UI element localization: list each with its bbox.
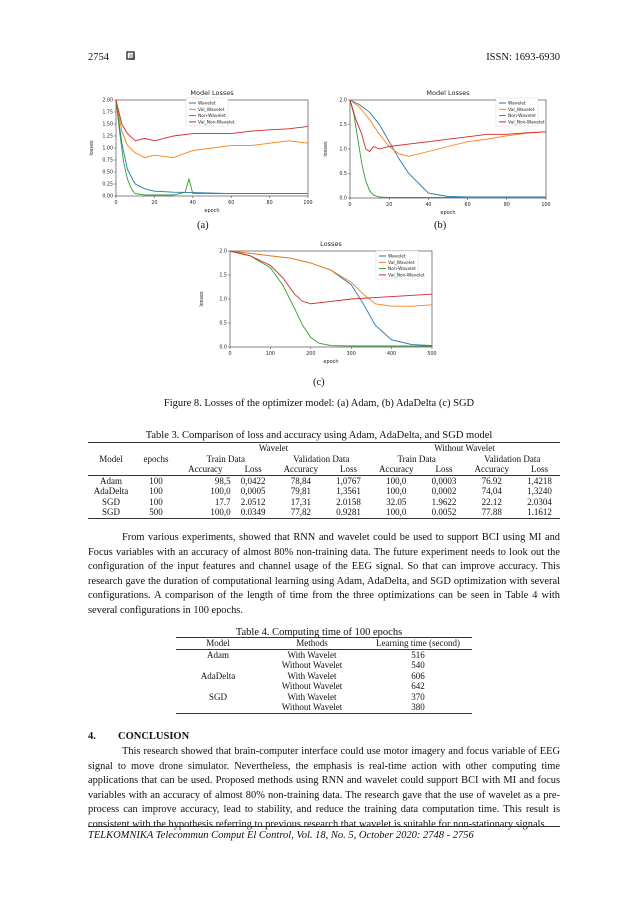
chart-adam	[86, 86, 318, 226]
conclusion-body	[88, 745, 560, 833]
table3-group-wavelet: Wavelet	[258, 443, 289, 453]
table-cell: 100,0	[386, 507, 407, 517]
table-cell: 642	[411, 681, 425, 691]
table-cell: 380	[411, 702, 425, 712]
y-tick-label: 2.0	[219, 249, 227, 255]
x-axis-label: epoch	[204, 208, 220, 214]
legend-label: Non-Wavelet	[388, 267, 416, 273]
table-cell: 17.7	[214, 496, 231, 507]
x-tick-label: 0	[114, 201, 118, 206]
table3-acc-3: Accuracy	[379, 464, 414, 474]
table-cell: 516	[411, 649, 425, 660]
y-tick-label: 0.50	[102, 170, 113, 176]
table-cell: 100,0	[210, 507, 231, 517]
table-cell: 98,5	[214, 475, 231, 486]
table-cell: 0,0002	[431, 486, 457, 496]
x-tick-label: 60	[464, 203, 471, 208]
table-cell: Without Wavelet	[281, 681, 343, 691]
x-tick-label: 0	[348, 203, 352, 208]
y-tick-label: 1.5	[339, 123, 347, 129]
y-axis-label: losses	[323, 141, 329, 157]
x-tick-label: 400	[387, 352, 397, 357]
table-cell: 100	[149, 496, 163, 507]
legend-label: Val_Wavelet	[388, 260, 415, 266]
table3-sub-train2: Train Data	[397, 453, 436, 464]
legend-label: Val_Wavelet	[508, 107, 535, 113]
table3-acc-1: Accuracy	[188, 464, 223, 474]
table-cell: Without Wavelet	[281, 702, 343, 712]
legend-label: Wavelet	[508, 101, 526, 107]
y-tick-label: 1.5	[219, 273, 227, 279]
table-cell: 540	[411, 660, 425, 670]
table3-acc-2: Accuracy	[283, 464, 319, 474]
table-cell: 606	[411, 670, 425, 681]
table-cell: 100,0	[386, 486, 407, 496]
table-cell: 100	[149, 486, 163, 496]
label-c: (c)	[313, 377, 325, 388]
table4-col-model: Model	[206, 638, 230, 648]
legend-label: Non-Wavelet	[198, 114, 226, 120]
table-cell: 22.12	[481, 496, 502, 507]
table-cell: AdaDelta	[93, 486, 129, 496]
table-cell: 2.0304	[527, 496, 552, 507]
chart-title: Model Losses	[426, 89, 470, 97]
chart-title: Losses	[320, 240, 342, 248]
figure-caption: Figure 8. Losses of the optimizer model: (a) Adam, (b) AdaDelta (c) SGD	[163, 398, 475, 409]
x-tick-label: 20	[151, 201, 158, 206]
table-cell	[176, 660, 260, 671]
legend-label: Non-Wavelet	[508, 114, 536, 120]
issn: ISSN: 1693-6930	[486, 52, 560, 63]
y-tick-label: 1.50	[102, 122, 113, 128]
y-tick-label: 2.0	[339, 98, 347, 104]
chart-title: Model Losses	[190, 89, 234, 97]
table-cell: Adam	[100, 475, 122, 486]
paragraph-1: From various experiments, showed that RNN and wavelet could be used to support BCI using MI and Focus variables with an accuracy of almost 80% non-training data. The future experiment needs to look out the configuration of the input features and channel usage of the EEG signal. So that can improve accuracy. This research gave the duration of computational learning using Adam, AdaDelta, and SGD optimization with several configurations. A comparison of the length of time from the three optimizations can be seen in Table 4 with several configurations in 100 epochs.	[88, 532, 560, 616]
table-cell: SGD	[101, 507, 120, 517]
table-row	[176, 702, 472, 713]
table-cell: With Wavelet	[287, 670, 337, 681]
table-cell: 0,0422	[240, 475, 266, 486]
conclusion-paragraph: This research showed that brain-computer interface could use motor imagery and focus variable of EEG signal to move drone simulator. Nevertheless, the emphasis is real-time action with other computing time applications that can be used. Proposed methods using RNN and wavelet could support BCI with MI and focus variables with an accuracy of almost 80% non-training data. The research gave that the use of wavelet as a pre-process can improve accuracy, lead to stability, and reduce the training data computation time. This result is consistent with the hypothesis referring to previous research that wavelet is suitable for non-stationary signals	[88, 746, 560, 830]
table3-sub-val2: Validation Data	[484, 453, 541, 464]
table-cell: 1,3240	[527, 486, 552, 496]
table-cell: 500	[149, 507, 163, 517]
table-cell: 2.0512	[240, 496, 266, 507]
table-cell	[176, 681, 260, 692]
table3-loss-1: Loss	[244, 464, 262, 474]
y-tick-label: 0.0	[339, 196, 347, 202]
table-cell: 74,04	[481, 486, 502, 496]
table-cell: 1.1612	[527, 507, 552, 517]
table3	[88, 443, 560, 519]
x-tick-label: 20	[386, 203, 393, 208]
y-tick-label: 1.25	[102, 134, 113, 140]
table3-acc-4: Accuracy	[474, 464, 510, 474]
chart-adadelta	[320, 86, 552, 226]
table-row	[88, 475, 560, 486]
table-cell: 78,84	[290, 475, 311, 486]
table-row	[176, 671, 472, 682]
table-cell: 17,31	[290, 496, 311, 507]
table-cell: Without Wavelet	[281, 660, 343, 670]
table-row	[176, 649, 472, 660]
x-tick-label: 0	[228, 352, 232, 357]
table-cell: 77.88	[481, 507, 502, 517]
table-row	[176, 660, 472, 671]
table3-sub-val: Validation Data	[293, 453, 350, 464]
table-cell: 1.9622	[431, 496, 457, 507]
y-tick-label: 0.00	[102, 194, 113, 200]
chart-sgd	[196, 237, 442, 372]
y-axis-label: losses	[89, 140, 95, 156]
footer-text: TELKOMNIKA Telecommun Comput El Control, Vol. 18, No. 5, October 2020: 2748 - 2756	[88, 830, 474, 841]
legend-label: Val_Non-Wavelet	[198, 120, 235, 126]
table-row	[176, 681, 472, 692]
y-tick-label: 0.5	[339, 172, 347, 178]
conclusion-heading: CONCLUSION	[118, 731, 190, 742]
table-cell: 1,4218	[527, 475, 552, 486]
checkbox-glyph-icon	[126, 51, 136, 64]
table3-caption: Table 3. Comparison of loss and accuracy using Adam, AdaDelta, and SGD model	[145, 430, 493, 441]
table-row	[88, 507, 560, 518]
x-tick-label: 40	[189, 201, 196, 206]
y-tick-label: 0.25	[102, 182, 113, 188]
x-tick-label: 60	[228, 201, 235, 206]
table-cell: 100,0	[210, 486, 231, 496]
table-cell: 32.05	[386, 496, 407, 507]
table3-loss-2: Loss	[340, 464, 358, 474]
table3-col-epochs: epochs	[143, 453, 169, 464]
table-cell: 370	[411, 691, 425, 702]
legend-label: Wavelet	[388, 254, 406, 260]
table3-group-without: Without Wavelet	[434, 443, 495, 453]
table4-col-methods: Methods	[296, 638, 328, 648]
table3-loss-3: Loss	[435, 464, 453, 474]
table3-sub-train: Train Data	[206, 453, 245, 464]
label-b: (b)	[434, 220, 447, 231]
table-cell: 0,0003	[431, 475, 457, 486]
table-cell: AdaDelta	[200, 670, 236, 681]
table-cell: 0.0349	[240, 507, 266, 517]
legend-label: Val_Non-Wavelet	[508, 120, 545, 126]
x-axis-label: epoch	[440, 210, 456, 216]
x-tick-label: 100	[265, 352, 275, 357]
y-tick-label: 1.75	[102, 110, 113, 116]
page-number: 2754	[88, 52, 109, 63]
table-cell: With Wavelet	[287, 691, 337, 702]
x-tick-label: 80	[266, 201, 273, 206]
y-tick-label: 0.5	[219, 321, 227, 327]
table-cell: SGD	[208, 691, 227, 702]
y-tick-label: 0.75	[102, 158, 113, 164]
table-cell: With Wavelet	[287, 649, 337, 660]
y-tick-label: 1.00	[102, 146, 113, 152]
legend-label: Val_Non-Wavelet	[388, 273, 425, 279]
table-cell: 100,0	[386, 475, 407, 486]
table-row	[88, 486, 560, 497]
table-cell: 100	[149, 475, 163, 486]
body-paragraph	[88, 531, 560, 619]
y-tick-label: 1.0	[339, 147, 347, 153]
table-cell: 0.0052	[431, 507, 457, 517]
x-tick-label: 100	[541, 203, 551, 208]
table-cell: 0,0005	[240, 486, 266, 496]
table-row	[88, 497, 560, 508]
label-a: (a)	[197, 220, 209, 231]
table-cell: 1,0767	[336, 475, 361, 486]
x-tick-label: 500	[427, 352, 437, 357]
table4-col-time: Learning time (second)	[376, 638, 460, 648]
x-tick-label: 100	[303, 201, 313, 206]
footer-rule	[88, 826, 560, 827]
legend-label: Wavelet	[198, 101, 216, 107]
y-tick-label: 0.0	[219, 345, 227, 351]
x-tick-label: 200	[306, 352, 316, 357]
x-tick-label: 40	[425, 203, 432, 208]
table3-col-model: Model	[99, 453, 123, 464]
conclusion-heading-num: 4.	[88, 731, 96, 742]
table-cell	[176, 702, 260, 713]
x-tick-label: 300	[346, 352, 356, 357]
table4	[176, 637, 472, 714]
table-cell: 0.9281	[336, 507, 361, 517]
y-tick-label: 1.0	[219, 297, 227, 303]
table-cell: 1,3561	[336, 486, 361, 496]
table-cell: 77,82	[290, 507, 311, 517]
table-cell: 76.92	[481, 475, 502, 486]
y-axis-label: losses	[199, 291, 205, 307]
x-tick-label: 80	[503, 203, 510, 208]
table-cell: SGD	[101, 496, 120, 507]
table-cell: Adam	[207, 649, 229, 660]
table3-loss-4: Loss	[531, 464, 549, 474]
x-axis-label: epoch	[323, 359, 339, 365]
table-cell: 79,81	[290, 486, 311, 496]
table-row	[176, 692, 472, 703]
y-tick-label: 2.00	[102, 98, 113, 104]
table4-caption: Table 4. Computing time of 100 epochs	[235, 627, 403, 638]
table-cell: 2.0158	[336, 496, 361, 507]
legend-label: Val_Wavelet	[198, 107, 225, 113]
